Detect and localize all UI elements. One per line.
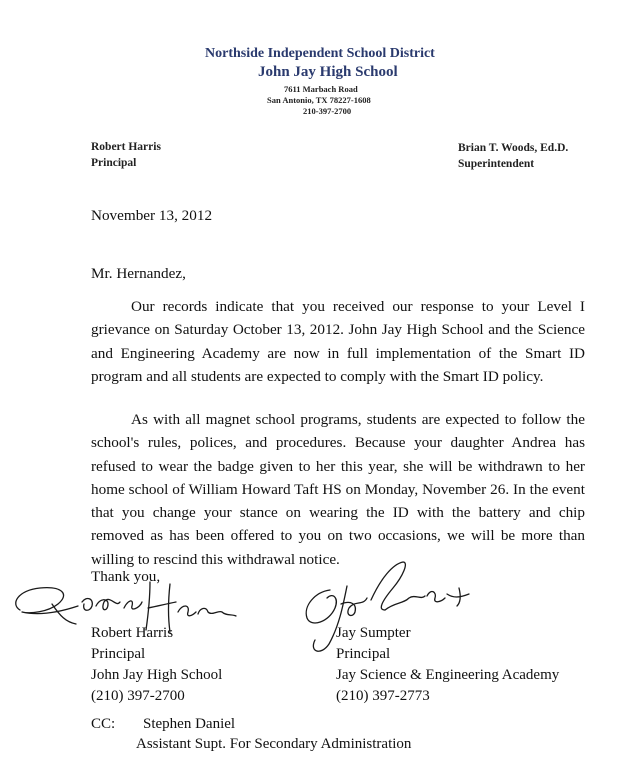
school-name: John Jay High School <box>258 64 398 80</box>
street-address: 7611 Marbach Road <box>284 84 358 94</box>
signer-left-name: Robert Harris <box>91 625 174 641</box>
left-official-name: Robert Harris <box>91 141 161 153</box>
letter-date: November 13, 2012 <box>91 207 213 224</box>
city-address: San Antonio, TX 78227-1608 <box>267 95 371 105</box>
signer-left-phone: (210) 397-2700 <box>91 688 185 704</box>
body-paragraph-2 <box>91 408 585 571</box>
cc-title: Assistant Supt. For Secondary Administration <box>136 736 412 752</box>
signer-right-block <box>336 623 559 707</box>
signer-right-name: Jay Sumpter <box>336 625 411 641</box>
district-phone: 210-397-2700 <box>303 106 352 116</box>
district-name: Northside Independent School District <box>205 46 435 61</box>
paragraph-1-text: Our records indicate that you received our response to your Level I grievance on Saturday October 13, 2012. John Jay High School and the Science and Engineering Academy are now in full implementation of the Smart ID program and all students are expected to comply with the Smart ID policy. <box>91 298 585 385</box>
body-paragraph-1 <box>91 295 585 388</box>
cc-name: Stephen Daniel <box>143 716 236 732</box>
closing: Thank you, <box>91 568 161 585</box>
signer-left-title: Principal <box>91 646 146 662</box>
signer-right-org: Jay Science & Engineering Academy <box>336 667 560 683</box>
paragraph-2-text: As with all magnet school programs, students are expected to follow the school's rules, polices, and procedures. Because your daughter Andrea has refused to wear the badge given to her this year, she will be withdrawn to her home school of William Howard Taft HS on Monday, November 26. In the event that you change your stance on wearing the ID with the battery and chip removed as has been offered to you on two occasions, we will be more than willing to rescind this withdrawal notice. <box>91 411 585 568</box>
signer-right-title: Principal <box>336 646 391 662</box>
salutation: Mr. Hernandez, <box>91 265 186 282</box>
left-official-title: Principal <box>91 157 137 169</box>
signer-left-block <box>91 623 222 707</box>
signer-right-phone: (210) 397-2773 <box>336 688 430 704</box>
right-official-title: Superintendent <box>458 158 535 170</box>
cc-label: CC: <box>91 716 116 732</box>
right-official-name: Brian T. Woods, Ed.D. <box>458 142 569 154</box>
right-official <box>458 140 568 172</box>
left-official <box>91 139 161 171</box>
signer-left-org: John Jay High School <box>91 667 223 683</box>
